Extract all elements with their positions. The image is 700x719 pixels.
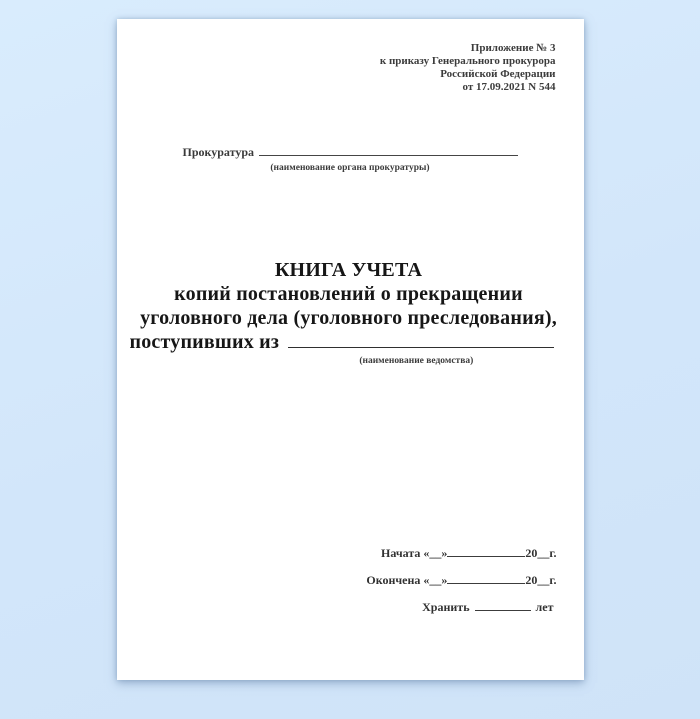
title-last-line (130, 330, 554, 354)
keep-row (366, 599, 553, 614)
keep-fill-line (475, 599, 531, 611)
prosecutor-field (183, 144, 518, 174)
annotation-line: от 17.09.2021 N 544 (462, 81, 556, 93)
ended-row (366, 572, 556, 587)
prosecutor-label: Прокуратура (182, 145, 255, 159)
annotation-line: Российской Федерации (440, 68, 556, 80)
document-page (117, 19, 584, 680)
document-annotation (117, 19, 584, 94)
ended-label: Окончена «__» (366, 573, 448, 587)
title-line: уголовного дела (уголовного преследования), (140, 307, 557, 329)
title-last-line-prefix: поступивших из (129, 331, 280, 353)
prosecutor-fill-line (259, 144, 517, 156)
started-label: Начата «__» (381, 546, 448, 560)
ended-year-suffix: 20__г. (525, 573, 557, 587)
dates-block (366, 545, 556, 614)
department-fill-line (288, 332, 553, 348)
started-row (366, 545, 556, 560)
annotation-line: Приложение № 3 (470, 42, 556, 54)
started-year-suffix: 20__г. (525, 546, 557, 560)
started-fill-line (447, 545, 525, 557)
ended-fill-line (447, 572, 525, 584)
title-line: копий постановлений о прекращении (174, 283, 523, 305)
title-line: КНИГА УЧЕТА (274, 259, 423, 281)
keep-label: Хранить (422, 600, 470, 614)
prosecutor-caption: (наименование органа прокуратуры) (270, 163, 430, 173)
prosecutor-field-row (183, 144, 518, 160)
department-caption-row (130, 356, 554, 367)
document-title (130, 258, 568, 367)
annotation-line: к приказу Генерального прокурора (379, 55, 556, 67)
department-caption: (наименование ведомства) (359, 356, 474, 366)
keep-suffix: лет (535, 600, 554, 614)
